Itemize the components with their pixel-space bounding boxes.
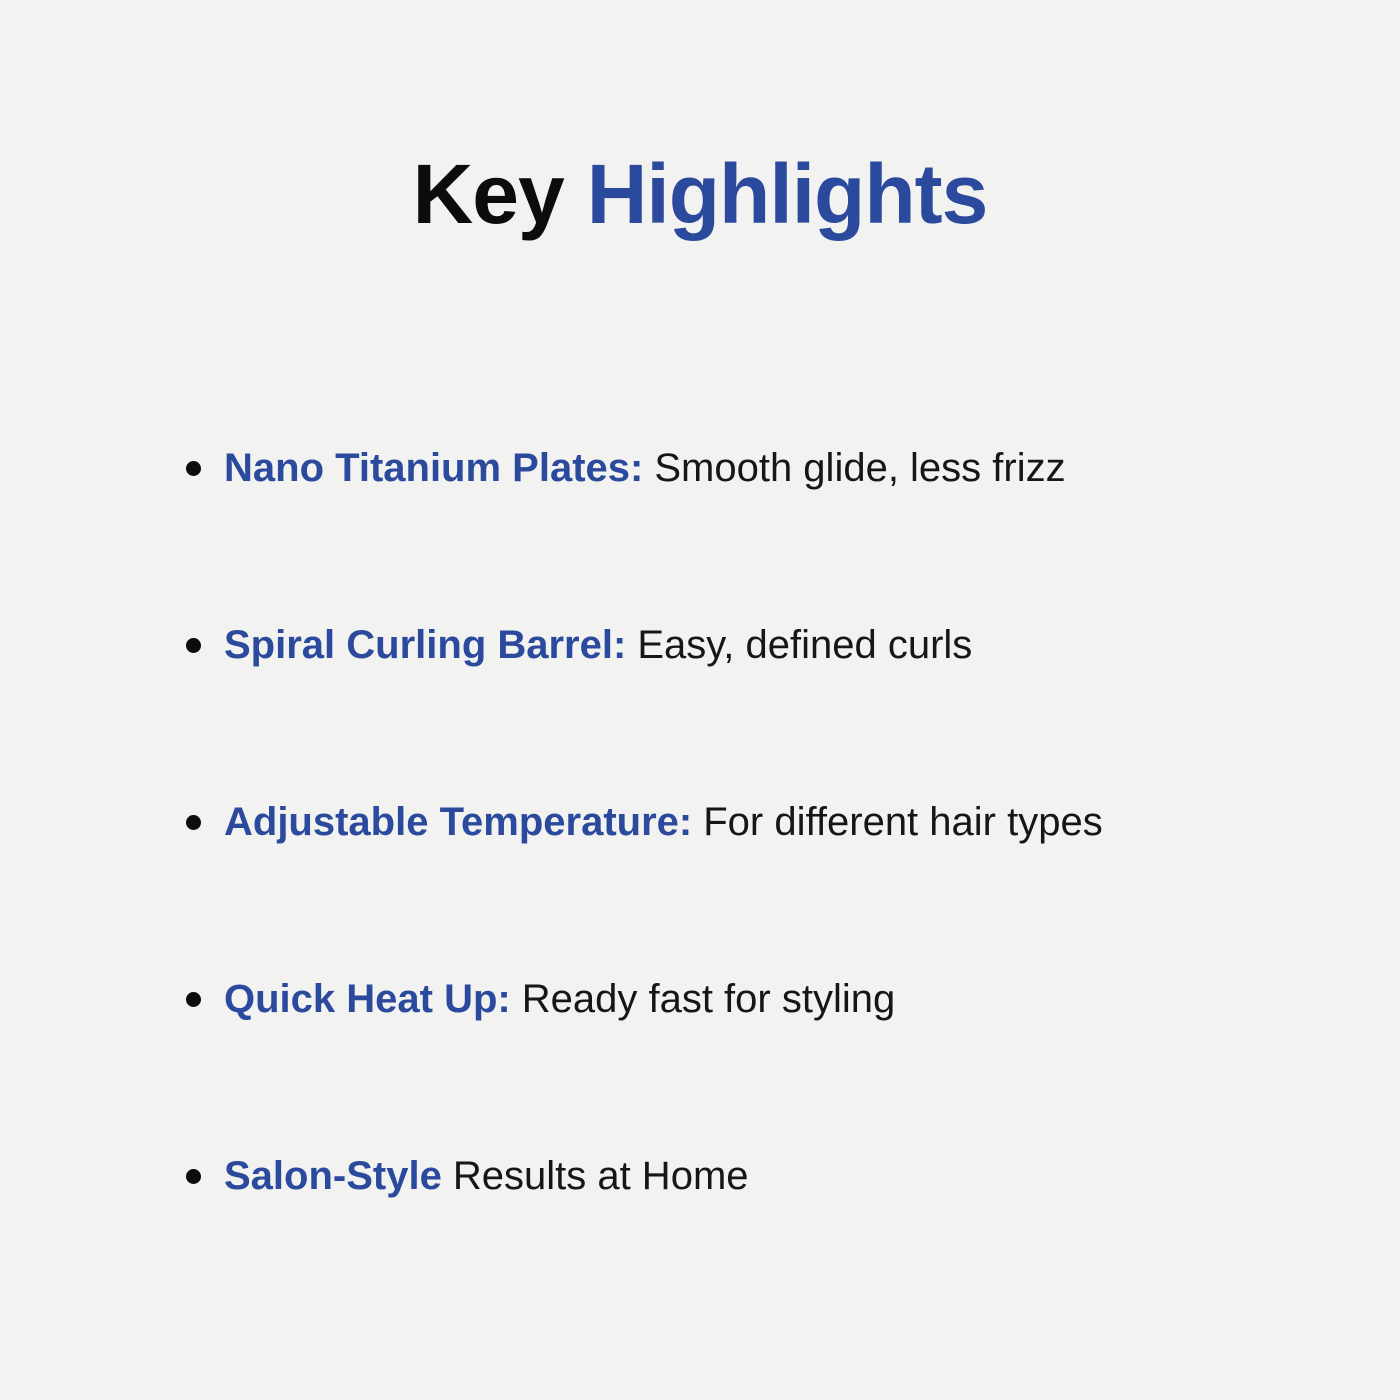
list-item-rest: For different hair types bbox=[703, 800, 1103, 844]
highlights-list bbox=[186, 444, 1103, 1200]
list-item-lead: Nano Titanium Plates: bbox=[224, 446, 644, 490]
bullet-icon bbox=[186, 461, 201, 476]
list-item-rest: Results at Home bbox=[452, 1154, 749, 1198]
page-title bbox=[0, 146, 1400, 243]
list-item-lead: Adjustable Temperature: bbox=[224, 800, 693, 844]
list-item-lead: Salon-Style bbox=[224, 1154, 442, 1198]
bullet-icon bbox=[186, 638, 201, 653]
page-title-highlights: Highlights bbox=[586, 147, 988, 241]
list-item-rest: Ready fast for styling bbox=[521, 977, 896, 1021]
list-item bbox=[186, 444, 1103, 492]
page-title-key: Key bbox=[412, 147, 564, 241]
list-item-lead: Spiral Curling Barrel: bbox=[224, 623, 627, 667]
list-item bbox=[186, 798, 1103, 846]
bullet-icon bbox=[186, 1169, 201, 1184]
list-item-rest: Easy, defined curls bbox=[637, 623, 973, 667]
list-item bbox=[186, 975, 1103, 1023]
list-item bbox=[186, 1152, 1103, 1200]
list-item-rest: Smooth glide, less frizz bbox=[654, 446, 1066, 490]
bullet-icon bbox=[186, 992, 201, 1007]
list-item-lead: Quick Heat Up: bbox=[224, 977, 511, 1021]
bullet-icon bbox=[186, 815, 201, 830]
list-item bbox=[186, 621, 1103, 669]
